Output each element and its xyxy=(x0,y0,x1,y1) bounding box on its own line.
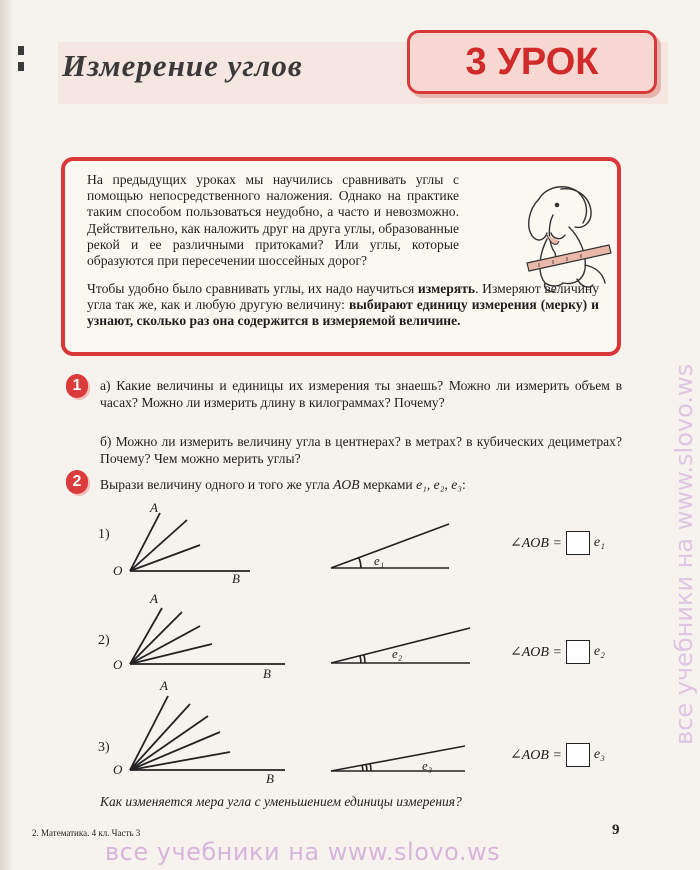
measure-e3 xyxy=(325,742,470,775)
closing-question: Как изменяется мера угла с уменьшением единицы измерения? xyxy=(100,794,462,809)
book-info: 2. Математика. 4 кл. Часть 3 xyxy=(32,828,141,838)
task-2-measures: e₁, e₂, e₃ xyxy=(416,477,462,492)
eq-unit-1: e₁ xyxy=(593,535,605,550)
intro-p2-start: Чтобы удобно было сравнивать углы, их надо научиться xyxy=(87,281,418,296)
lesson-title: Измерение углов xyxy=(62,48,303,83)
answer-box-2[interactable] xyxy=(566,640,590,664)
angle-aob-3 xyxy=(120,684,290,779)
task-2-text xyxy=(100,477,622,494)
label-e1: e₁ xyxy=(374,553,385,568)
label-o-3: O xyxy=(113,762,123,777)
item-1-number: 1) xyxy=(98,527,110,542)
task-1-number: 1 xyxy=(66,374,88,398)
label-a-2: A xyxy=(150,591,158,606)
intro-p2-bold-measure: измерять xyxy=(417,281,476,296)
label-o-2: O xyxy=(113,657,123,672)
task-1a-text: а) Какие величины и единицы их измерения ты знаешь? Можно ли измерить объем в часах? Можно ли измерить длину в килограммах? Почему? xyxy=(100,378,622,410)
task-2-number: 2 xyxy=(66,470,88,494)
measure-e1 xyxy=(325,518,455,573)
label-b-1: B xyxy=(232,571,240,586)
intro-p2-mid: . Измеряют величину угла так же, как и любую другую величину: xyxy=(87,281,599,313)
label-b-3: B xyxy=(266,771,274,786)
task-1b-text: б) Можно ли измерить величину угла в центнерах? в метрах? в кубических дециметрах? Почему? Чем можно мерить углы? xyxy=(100,434,622,466)
label-e3: e₃ xyxy=(422,758,433,773)
answer-row-1 xyxy=(510,531,605,555)
task-2-text-start: Вырази величину одного и того же угла xyxy=(100,477,334,492)
intro-box xyxy=(61,157,621,356)
label-e2: e₂ xyxy=(392,646,403,661)
answer-box-1[interactable] xyxy=(566,531,590,555)
page-edge xyxy=(0,0,14,870)
angle-aob-1 xyxy=(120,497,260,582)
side-watermark: все учебники на www.slovo.ws xyxy=(670,363,698,745)
task-2-text-end: : xyxy=(461,477,466,492)
item-2-number: 2) xyxy=(98,633,110,648)
angle-aob-2 xyxy=(120,598,290,673)
answer-row-3 xyxy=(510,743,605,767)
label-a-1: A xyxy=(150,500,158,515)
lesson-badge: 3 УРОК xyxy=(407,30,657,94)
answer-box-3[interactable] xyxy=(566,743,590,767)
intro-p1-text: На предыдущих уроках мы научились сравнивать углы с помощью непосредственного наложения. Однако на практике таким способом пользоваться неудобно, а часто и невозможно. Действительно, как наложить друг на друга углы, образованные рекой и ее различными притоками? Или углы, которые образуются при пересечении шоссейных дорог? xyxy=(87,172,459,269)
eq-label-2: ∠AOB = xyxy=(510,644,562,660)
eq-label-1: ∠AOB = xyxy=(510,535,562,551)
answer-row-2 xyxy=(510,640,605,664)
bottom-watermark: все учебники на www.slovo.ws xyxy=(105,838,501,866)
intro-p2-bold-rule: выбирают единицу измерения (мерку) и узнают, сколько раз она содержится в измеряемой величине. xyxy=(87,297,599,329)
binder-mark xyxy=(18,62,24,71)
binder-mark xyxy=(18,46,24,55)
elephant-illustration xyxy=(517,179,612,297)
task-2-angle-name: AOB xyxy=(333,477,360,492)
intro-paragraph-1 xyxy=(87,172,459,276)
eq-label-3: ∠AOB = xyxy=(510,747,562,763)
page-number: 9 xyxy=(612,822,620,838)
label-o-1: O xyxy=(113,563,123,578)
label-a-3: A xyxy=(160,678,168,693)
task-2-text-mid: мерками xyxy=(359,477,417,492)
eq-unit-2: e₂ xyxy=(593,644,605,659)
eq-unit-3: e₃ xyxy=(593,747,605,762)
label-b-2: B xyxy=(263,666,271,681)
item-3-number: 3) xyxy=(98,740,110,755)
